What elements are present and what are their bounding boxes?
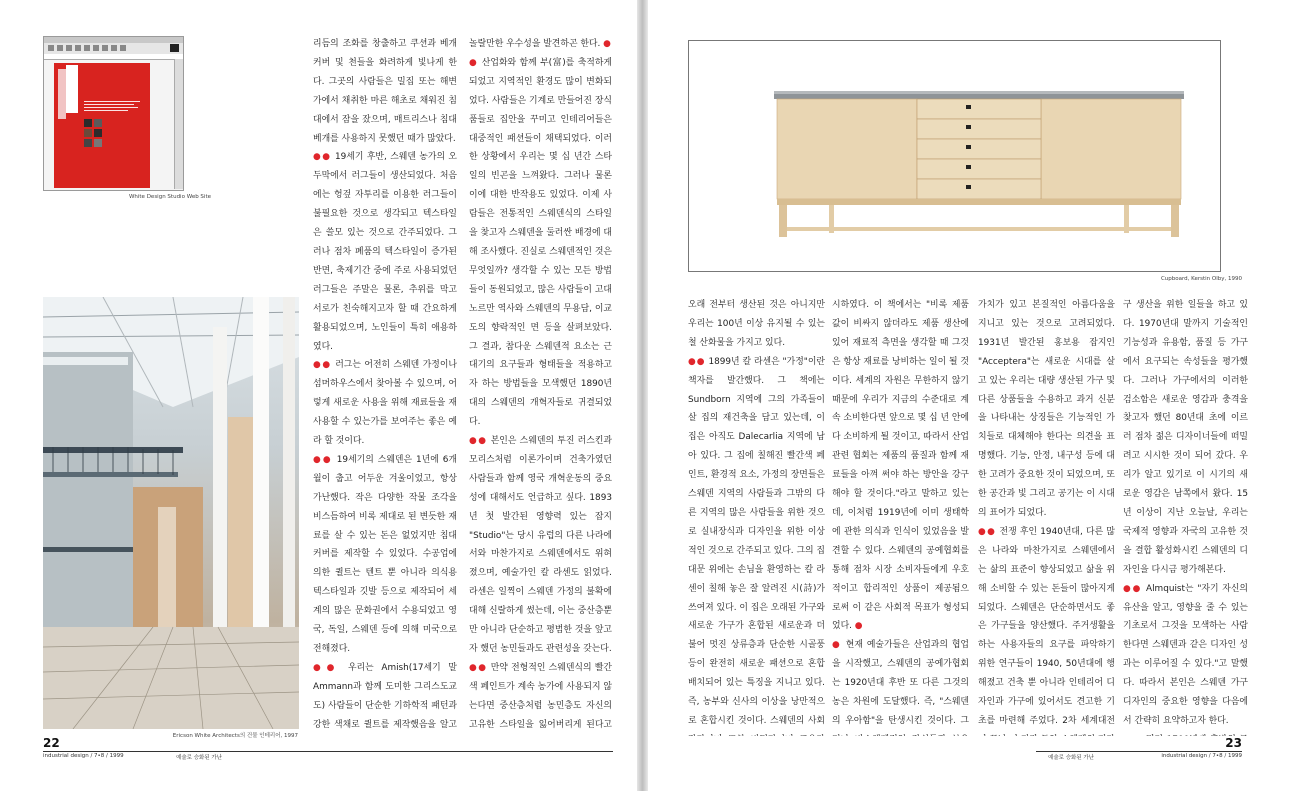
website-logo — [66, 65, 78, 113]
website-text-line — [84, 107, 138, 108]
book-gutter — [637, 0, 648, 791]
photo-caption: Ericson White Architects의 건물 인테리어, 1997 — [172, 733, 298, 739]
footer-section: 예술로 승화된 가난 — [1048, 755, 1095, 761]
bullet-marker: ●● — [688, 356, 706, 367]
right-page — [648, 0, 1290, 791]
bullet-marker: ●● — [469, 662, 488, 673]
bullet-marker: ●● — [469, 436, 488, 447]
paragraph: 놀랄만한 우수성을 발견하곤 한다. — [469, 39, 601, 49]
website-thumbnail — [94, 139, 102, 147]
bullet-marker: ●● — [1123, 583, 1143, 594]
right-text-column-4 — [1123, 296, 1248, 736]
paragraph: 19세기의 스웨덴은 1년에 6개월이 춥고 어두운 겨울이었고, 항상 가난했다. 작은 다양한 작물 조각을 비스듬하여 비록 제대로 된 변듯한 재료를 살 수 있는 돈은 없었지만 침대 커버를 제작할 수 있었다. 수공업에 의한 퀼트는 텐트 뿐 아니라 의식용 텍스타일과 깃발 등으로 제작되어 세계의 많은 문화권에서 수용되었고 영국, 독일, 스웨덴 등에 의해 미국으로 전해졌다. — [313, 454, 457, 654]
bullet-marker: ●● — [978, 526, 997, 537]
cupboard-photo — [688, 40, 1221, 272]
paragraph: 전쟁 후인 1940년대, 다른 많은 나라와 마찬가지로 스웨덴에서는 삶의 표준이 향상되었고 삶을 위해 소비할 수 있는 돈들이 많아지게 되었다. 스웨덴은 단순하면서도 좋은 가구들을 양산했다. 주거생활을 하는 사용자들의 요구를 파악하기 위한 연구들이 1940, 50년대에 행해졌고 건축 뿐 아니라 인테리어 디자인과 가구에 있어서도 견고한 기초를 마련해 주었다. 2차 세계대전 — [978, 526, 1115, 726]
bullet-marker: ●● — [313, 152, 332, 163]
bullet-marker: ● — [854, 621, 864, 632]
left-text-column-2 — [469, 35, 612, 733]
cupboard-caption: Cupboard, Kerstin Olby, 1990 — [1160, 276, 1242, 282]
paragraph: 구 생산을 위한 일들을 하고 있다. 1970년대 말까지 기술적인 기능성과 유용함, 품질 등 가구에서 요구되는 속성들을 평가했다. 그러나 가구에서의 이러한 검소함은 새로운 영감과 충격을 찾고자 했던 80년대 초에 이르러 점차 젊은 디자이너들에 떠밀려고 시시한 것이 되어 갔다. 우리가 알고 있기로 이 시기의 새로운 영감은 남쪽에서 왔다. 15년 이상이 지난 오늘날, 우리는 국제적 영향과 자국의 고유한 것을 결합 활성화시킨 스웨덴의 디자인을 다시금 평가해본다. — [1123, 300, 1248, 575]
right-text-column-2 — [832, 296, 969, 736]
left-page — [0, 0, 637, 791]
atrium-interior-image — [43, 297, 299, 729]
website-thumbnail — [84, 119, 92, 127]
browser-scrollbar — [174, 59, 183, 189]
paragraph: 우리는 Amish(17세기 말 Ammann과 함께 도미한 그리스도교도) 사람들이 단순한 기하학적 패턴과 강한 색채로 퀼트를 제작했음을 알고 — [313, 662, 457, 730]
atrium-photo — [43, 297, 299, 729]
paragraph: 19세기 후반, 스웨덴 농가의 오두막에서 러그들이 생산되었다. 처음에는 헝겊 자투리를 이용한 러그들이 불필요한 것으로 생각되고 텍스타일은 쓸모 있는 것으로 간주되었다. 그러나 점차 폐품의 텍스타일이 증가된 반면, 축제기간 중에 주로 사용되었던 러그들은 주말은 물론, 추위를 막고 서로가 친숙해지고자 할 때 간요하게 활용되었으며, 노인들이 특히 애용하였다. — [313, 152, 457, 352]
paragraph: 산업화와 함께 부(富)를 축적하게 되었고 지역적인 환경도 많이 변화되었다. 사람들은 기계로 만들어진 장식 품들로 집안을 꾸미고 인테리어들은 대중적인 패션들이 채택되었다. 이러한 상황에서 우리는 몇 십 년간 스타일의 빈곤을 느껴왔다. 그러나 물론 이에 대한 반작용도 있었다. 이제 사람들은 전통적인 스웨덴식의 스타일을 찾고자 스웨덴을 둘러싼 배경에 대해 조사했다. 진실로 스웨덴적인 것은 무엇일까? 생각할 수 있는 모든 방법들이 동원되었고, 많은 사람들이 고대 노르만 역사와 스웨덴의 무용담, 이교도의 향락적인 면 등을 살펴보았다. 그 결과, 참다운 스웨덴적 요소는 근대기의 요구들과 형태들을 적용하고자 하는 방법들을 모색했던 1890년대의 스웨덴의 개혁자들로 귀결되었다. — [469, 57, 612, 428]
paragraph: 시하였다. 이 책에서는 "비록 제품값이 비싸지 않더라도 제품 생산에 있어 재료적 측면을 생각할 때 그것은 항상 재료를 낭비하는 일이 될 것이다. 세계의 자원은 무한하지 않기 때문에 우리가 지금의 수준대로 계속 소비한다면 앞으로 몇 십 년 안에 다 소비하게 될 것이고, 따라서 산업 관련 협회는 제품의 품질과 함께 재료들을 아껴 써야 하는 방안을 강구해야 할 것이다."라고 말하고 있는데, 이처럼 1919년에 이미 생태학에 관한 의식과 인식이 있었음을 발견할 수 있다. 스웨덴의 공예협회를 통해 점차 시장 소비자들에게 우호적이고 합리적인 상품이 제공됨으로써 이 같은 사회적 목표가 형성되었다. — [832, 300, 969, 632]
website-text-line — [84, 101, 140, 102]
footer-magazine: industrial design / 7•8 / 1999 — [1161, 753, 1242, 759]
paragraph: 1899년 칼 라센은 "가정"이란 책자를 발간했다. 그 책에는 Sundborn 지역에 그의 가족들이 살 집의 재건축을 담고 있는데, 이 집은 아직도 Dalecarlia 지역에 남아 있다. 그 집에 칠해진 빨간색 페인트, 환경적 요소, 가정의 장면들은 스웨덴 지역의 사람들과 그밖의 다른 지역의 많은 사람들을 위한 것으로 실내장식과 디자인을 위한 이상적인 것으로 간주되고 있다. 그의 집 대문 위에는 손님을 환영하는 칼 라센이 칠해 놓은 잘 알려진 시(詩)가 쓰여져 있다. 이 집은 오래된 가구와 새로운 가구가 혼합된 새로운과 더불어 멋진 상류층과 단순한 시골풍 등이 완전히 새로운 패션으로 혼합 배치되어 있는 특징을 지니고 있다. 즉, 농부와 신사의 이상을 낭만적으로 혼합시킨 것이다. 스웨덴의 사회 — [688, 356, 825, 726]
paragraph: 가치가 있고 본질적인 아름다움을 지니고 있는 것으로 고려되었다. 1931년 발간된 홍보용 잡지인 "Acceptera"는 새로운 시대를 살고 있는 우리는 대량 생산된 가구 및 다른 상품들을 수용하고 과거 신분을 나타내는 상징들은 기능적인 가치들로 대체해야 한다는 의견을 표명했다. 기능, 안정, 내구성 등에 대한 고려가 중요한 것이 되었으며, 또한 공간과 빛 그리고 공기는 이 시대의 표어가 되었다. — [978, 300, 1115, 518]
website-logo-stripe — [58, 69, 66, 119]
bullet-marker: ● — [469, 57, 479, 68]
website-thumbnail — [94, 129, 102, 137]
paragraph: 오래 전부터 생산된 것은 아니지만 우리는 100년 이상 유지될 수 있는 철 산화물을 가지고 있다. — [688, 300, 825, 348]
paragraph: Almquist는 "자기 자신의 유산을 알고, 영향을 줄 수 있는 기초로서 그것을 모색하는 사람한다면 스웨덴과 같은 디자인 성과는 이루어질 수 있다."고 말했다. 따라서 본인은 스웨덴 가구 디자인의 중요한 영향을 다음에서 간략히 요약하고자 한다. — [1123, 583, 1248, 726]
paragraph: 현재 예술가들은 산업과의 협업을 시작했고, 스웨덴의 공예가협회는 1920년대 후반 또 다른 그것의 농은 차원에 도달했다. 즉, "스웨덴의 우아함"을 탄생시킨 것이다. 그 — [832, 640, 969, 726]
paragraph: 본인은 스웨덴의 투진 러스킨과 모리스처럼 이론가이며 건축가였던 사람들과 함께 영국 개혁운동의 중요성에 대해서도 언급하고 싶다. 1893년 첫 발간된 영향력 있는 잡지 "Studio"는 당시 유럽의 다른 나라에서와 마찬가지로 스웨덴에서도 위혀졌으며, 예술가인 칼 라센도 읽었다. 라센은 일찍이 스웨덴 가정의 불확에 대해 신랄하게 썼는데, 이는 중산층뿐만 아니라 단순하고 평범한 것을 앞고자 했던 농민들과도 관련성을 갖는다. — [469, 436, 612, 654]
website-text-line — [84, 110, 128, 111]
screenshot-caption: White Design Studio Web Site — [128, 194, 211, 200]
website-thumbnail — [84, 129, 92, 137]
page-number: 23 — [1225, 736, 1242, 750]
bullet-marker: ●● — [313, 662, 341, 673]
right-text-column-1 — [688, 296, 825, 736]
footer-rule — [43, 751, 613, 752]
footer-section: 예술로 승화된 가난 — [176, 755, 223, 761]
paragraph: 러그는 어전히 스웨덴 가정이나 섬머하우스에서 찾아볼 수 있으며, 어렇게 새로운 사용을 위해 재료들을 재사용할 수 있는가를 보여주는 좋은 예라 할 것이다. — [313, 360, 457, 447]
bullet-marker: ●● — [313, 454, 333, 465]
website-screenshot — [43, 36, 184, 191]
paragraph: 만약 전형적인 스웨덴식의 빨간색 페인트가 계속 농가에 사용되지 않는다면 중산층처럼 농민층도 자신의 고유한 스타일을 잃어버리게 된다고 — [469, 662, 612, 730]
bullet-marker — [1123, 735, 1142, 736]
website-thumbnail — [84, 139, 92, 147]
website-text-line — [84, 104, 134, 105]
bullet-marker: ● — [603, 39, 612, 49]
footer-magazine: industrial design / 7•8 / 1999 — [43, 753, 124, 759]
paragraph: 리듬의 조화를 창출하고 쿠션과 베개 커버 및 천들을 화려하게 빛나게 한다. 그곳의 사람들은 밀집 또는 해변가에서 채취한 마른 해초로 채워진 침대에서 잠을 잤으며, 매트리스나 침대 베개를 사용하지 못했던 때가 많았다. — [313, 39, 457, 144]
footer-rule — [1036, 751, 1242, 752]
right-text-column-3 — [978, 296, 1115, 736]
cupboard-image — [689, 41, 1220, 271]
bullet-marker: ● — [832, 640, 842, 651]
bullet-marker: ●● — [313, 360, 332, 371]
browser-address-bar — [44, 54, 183, 60]
left-text-column-1 — [313, 35, 457, 733]
page-number: 22 — [43, 736, 60, 750]
website-thumbnail — [94, 119, 102, 127]
